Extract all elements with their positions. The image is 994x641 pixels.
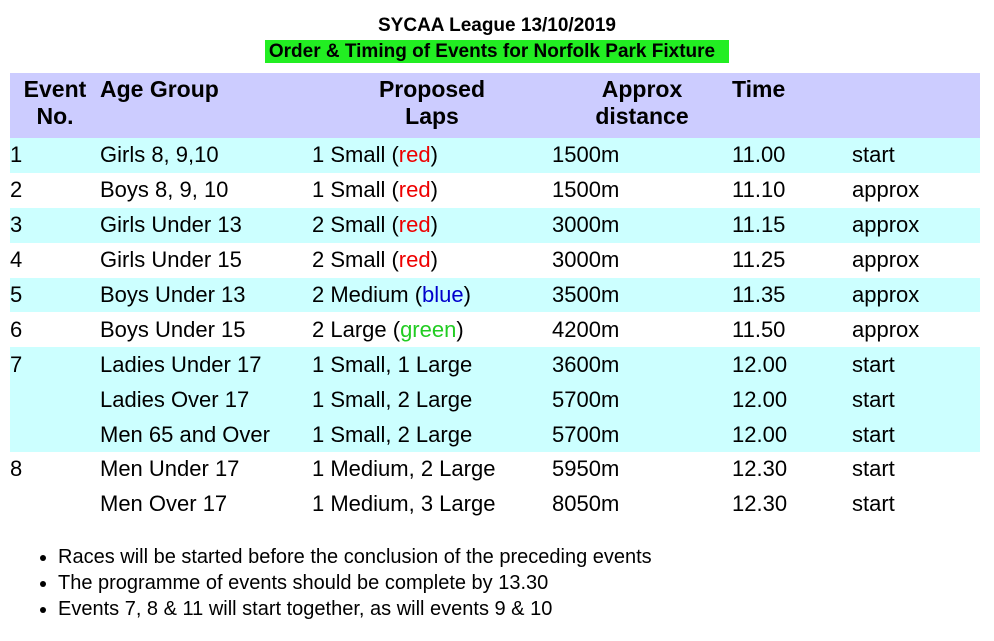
event-number: 3	[10, 208, 100, 243]
notes-list	[10, 544, 652, 622]
page-subtitle: Order & Timing of Events for Norfolk Park Fixture	[265, 40, 729, 63]
header-proposed-laps	[312, 73, 552, 138]
header-laps-line2: Laps	[405, 103, 459, 129]
laps-text: 1 Small (	[312, 177, 399, 203]
start-time: 11.50	[732, 316, 786, 342]
header-time: Time	[732, 73, 852, 138]
laps-close: )	[430, 142, 438, 168]
table-row	[10, 417, 980, 452]
course-colour: red	[398, 247, 431, 273]
header-laps-line1: Proposed	[378, 76, 486, 102]
table-row	[10, 243, 980, 278]
time-note: start	[852, 491, 895, 517]
table-row	[10, 487, 980, 522]
proposed-laps	[312, 138, 552, 173]
list-item: • Events 7, 8 & 11 will start together, as will events 9 & 10	[58, 596, 652, 622]
laps-text: 1 Small (	[312, 142, 399, 168]
time-note: approx	[852, 177, 920, 203]
start-time: 11.10	[732, 177, 786, 203]
approx-distance: 3000m	[552, 208, 732, 243]
table-row	[10, 382, 980, 417]
proposed-laps	[312, 347, 552, 382]
age-group: Ladies Under 17	[100, 347, 312, 382]
approx-distance: 8050m	[552, 491, 620, 517]
event-number: 5	[10, 278, 100, 313]
subtitle-container	[0, 40, 994, 63]
event-number	[10, 417, 100, 452]
approx-distance: 4200m	[552, 316, 620, 342]
header-dist-line2: distance	[595, 103, 689, 129]
table-row	[10, 452, 980, 487]
age-group: Boys 8, 9, 10	[100, 177, 229, 203]
approx-distance: 1500m	[552, 177, 620, 203]
proposed-laps	[312, 173, 552, 208]
event-number	[10, 382, 100, 417]
proposed-laps	[312, 208, 552, 243]
course-colour: red	[398, 177, 431, 203]
approx-distance: 3500m	[552, 278, 732, 313]
page-title: SYCAA League 13/10/2019	[378, 15, 616, 36]
proposed-laps	[312, 312, 552, 347]
laps-text: 1 Small, 2 Large	[312, 386, 473, 412]
event-number: 8	[10, 456, 23, 482]
age-group: Boys Under 15	[100, 316, 246, 342]
start-time: 11.35	[732, 278, 852, 313]
header-event-no-line1: Event	[23, 76, 87, 102]
start-time: 12.30	[732, 456, 788, 482]
start-time: 11.15	[732, 208, 852, 243]
time-note: start	[852, 417, 980, 452]
event-number	[10, 487, 100, 522]
header-note	[852, 73, 980, 138]
laps-close: )	[430, 247, 438, 273]
proposed-laps	[312, 452, 552, 487]
proposed-laps	[312, 487, 552, 522]
course-colour: red	[398, 142, 431, 168]
laps-text: 2 Medium (	[312, 282, 423, 307]
time-note: approx	[852, 316, 920, 342]
header-event-no-line2: No.	[36, 103, 74, 129]
table-row	[10, 278, 980, 313]
table-header-row	[10, 73, 980, 138]
table-row	[10, 208, 980, 243]
start-time: 12.30	[732, 491, 788, 517]
age-group: Girls Under 13	[100, 208, 312, 243]
list-item: • Races will be started before the conclusion of the preceding events	[58, 544, 652, 570]
laps-text: 2 Large (	[312, 316, 401, 342]
approx-distance: 5950m	[552, 456, 620, 482]
laps-close: )	[430, 177, 438, 203]
list-item: • The programme of events should be complete by 13.30	[58, 570, 652, 596]
time-note: start	[852, 456, 895, 482]
approx-distance: 1500m	[552, 138, 732, 173]
start-time: 12.00	[732, 382, 852, 417]
time-note: approx	[852, 278, 980, 313]
event-number: 6	[10, 316, 23, 342]
age-group: Ladies Over 17	[100, 382, 312, 417]
event-number: 2	[10, 177, 23, 203]
course-colour: blue	[422, 282, 464, 307]
header-age-group: Age Group	[100, 73, 312, 138]
events-table	[10, 73, 980, 522]
table-row	[10, 312, 980, 347]
table-row	[10, 347, 980, 382]
approx-distance: 3000m	[552, 247, 620, 273]
proposed-laps	[312, 382, 552, 417]
time-note: start	[852, 382, 980, 417]
laps-text: 1 Small, 1 Large	[312, 351, 473, 377]
start-time: 11.00	[732, 138, 852, 173]
laps-close: )	[463, 282, 471, 307]
start-time: 12.00	[732, 417, 852, 452]
table-row	[10, 138, 980, 173]
age-group: Men Over 17	[100, 491, 228, 517]
laps-text: 2 Small (	[312, 212, 399, 238]
laps-close: )	[430, 212, 438, 238]
event-number: 4	[10, 247, 23, 273]
proposed-laps	[312, 417, 552, 452]
age-group: Boys Under 13	[100, 278, 312, 313]
header-approx-distance	[552, 73, 732, 138]
table-row	[10, 173, 980, 208]
proposed-laps	[312, 243, 552, 278]
event-number: 1	[10, 138, 100, 173]
time-note: start	[852, 347, 980, 382]
laps-text: 1 Medium, 2 Large	[312, 456, 496, 482]
age-group: Men Under 17	[100, 456, 240, 482]
age-group: Girls Under 15	[100, 247, 242, 273]
approx-distance: 5700m	[552, 417, 732, 452]
start-time: 12.00	[732, 347, 852, 382]
time-note: start	[852, 138, 980, 173]
approx-distance: 3600m	[552, 347, 732, 382]
laps-text: 1 Medium, 3 Large	[312, 491, 496, 517]
laps-text: 1 Small, 2 Large	[312, 421, 473, 447]
laps-text: 2 Small (	[312, 247, 399, 273]
age-group: Men 65 and Over	[100, 417, 312, 452]
course-colour: red	[398, 212, 431, 238]
proposed-laps	[312, 278, 552, 313]
start-time: 11.25	[732, 247, 786, 273]
time-note: approx	[852, 247, 920, 273]
age-group: Girls 8, 9,10	[100, 138, 312, 173]
time-note: approx	[852, 208, 980, 243]
header-event-no	[10, 73, 100, 138]
event-number: 7	[10, 347, 100, 382]
course-colour: green	[400, 316, 457, 342]
header-dist-line1: Approx	[601, 76, 683, 102]
laps-close: )	[456, 316, 464, 342]
approx-distance: 5700m	[552, 382, 732, 417]
